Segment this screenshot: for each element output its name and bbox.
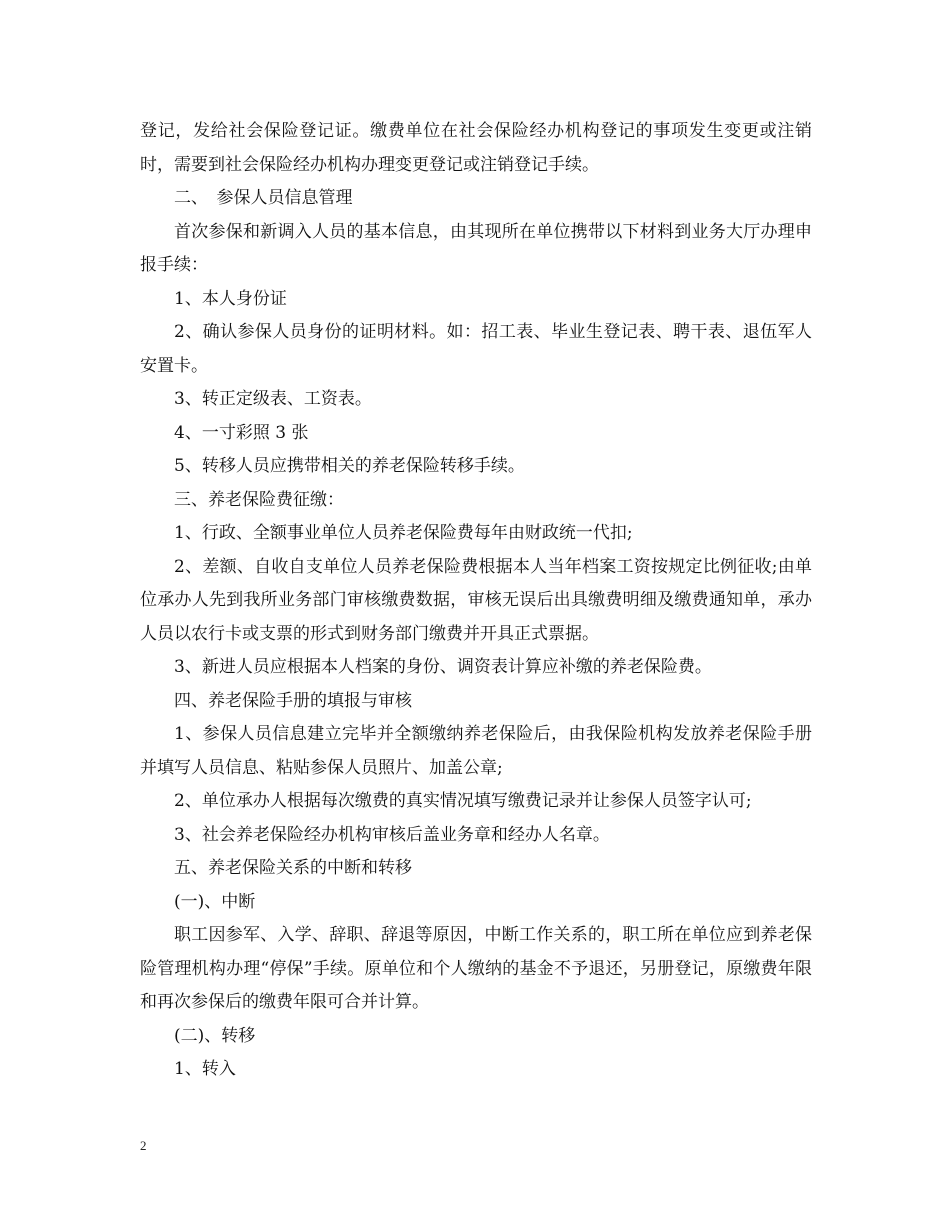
paragraph: (二)、转移 <box>174 1025 256 1046</box>
paragraph: 5、转移人员应携带相关的养老保险转移手续。 <box>174 456 525 476</box>
paragraph: 首次参保和新调入人员的基本信息，由其现所在单位携带以下材料到业务大厅办理申报手续： <box>140 221 812 275</box>
paragraph: 1、转入 <box>174 1059 236 1079</box>
paragraph: 2、差额、自收自支单位人员养老保险费根据本人当年档案工资按规定比例征收;由单位承办人先到我所业务部门审核缴费数据，审核无误后出具缴费明细及缴费通知单，承办人员以农行卡或支票的形式到财务部门缴费并开具正式票据。 <box>140 556 812 644</box>
paragraph: 三、养老保险费征缴： <box>174 489 344 510</box>
document-body <box>140 115 812 1087</box>
paragraph: 二、 参保人员信息管理 <box>174 188 353 208</box>
paragraph: 1、行政、全额事业单位人员养老保险费每年由财政统一代扣; <box>174 523 633 543</box>
paragraph: 登记，发给社会保险登记证。缴费单位在社会保险经办机构登记的事项发生变更或注销时，需要到社会保险经办机构办理变更登记或注销登记手续。 <box>140 121 812 175</box>
paragraph: 1、参保人员信息建立完毕并全额缴纳养老保险后，由我保险机构发放养老保险手册并填写人员信息、粘贴参保人员照片、加盖公章; <box>140 724 812 778</box>
paragraph: 3、转正定级表、工资表。 <box>174 389 372 409</box>
paragraph: 四、养老保险手册的填报与审核 <box>174 690 412 711</box>
paragraph: 3、社会养老保险经办机构审核后盖业务章和经办人名章。 <box>174 824 610 845</box>
paragraph: 1、本人身份证 <box>174 288 287 309</box>
paragraph: 3、新进人员应根据本人档案的身份、调资表计算应补缴的养老保险费。 <box>174 657 712 677</box>
paragraph: 职工因参军、入学、辞职、辞退等原因，中断工作关系的，职工所在单位应到养老保险管理机构办理“停保”手续。原单位和个人缴纳的基金不予退还，另册登记，原缴费年限和再次参保后的缴费年限可合并计算。 <box>140 925 812 1012</box>
page-number: 2 <box>140 1138 147 1153</box>
paragraph: 2、单位承办人根据每次缴费的真实情况填写缴费记录并让参保人员签字认可; <box>174 791 752 811</box>
paragraph: 2、确认参保人员身份的证明材料。如：招工表、毕业生登记表、聘干表、退伍军人安置卡。 <box>140 322 812 376</box>
paragraph: (一)、中断 <box>174 891 256 912</box>
paragraph: 五、养老保险关系的中断和转移 <box>174 858 412 878</box>
paragraph: 4、一寸彩照 3 张 <box>174 422 309 443</box>
